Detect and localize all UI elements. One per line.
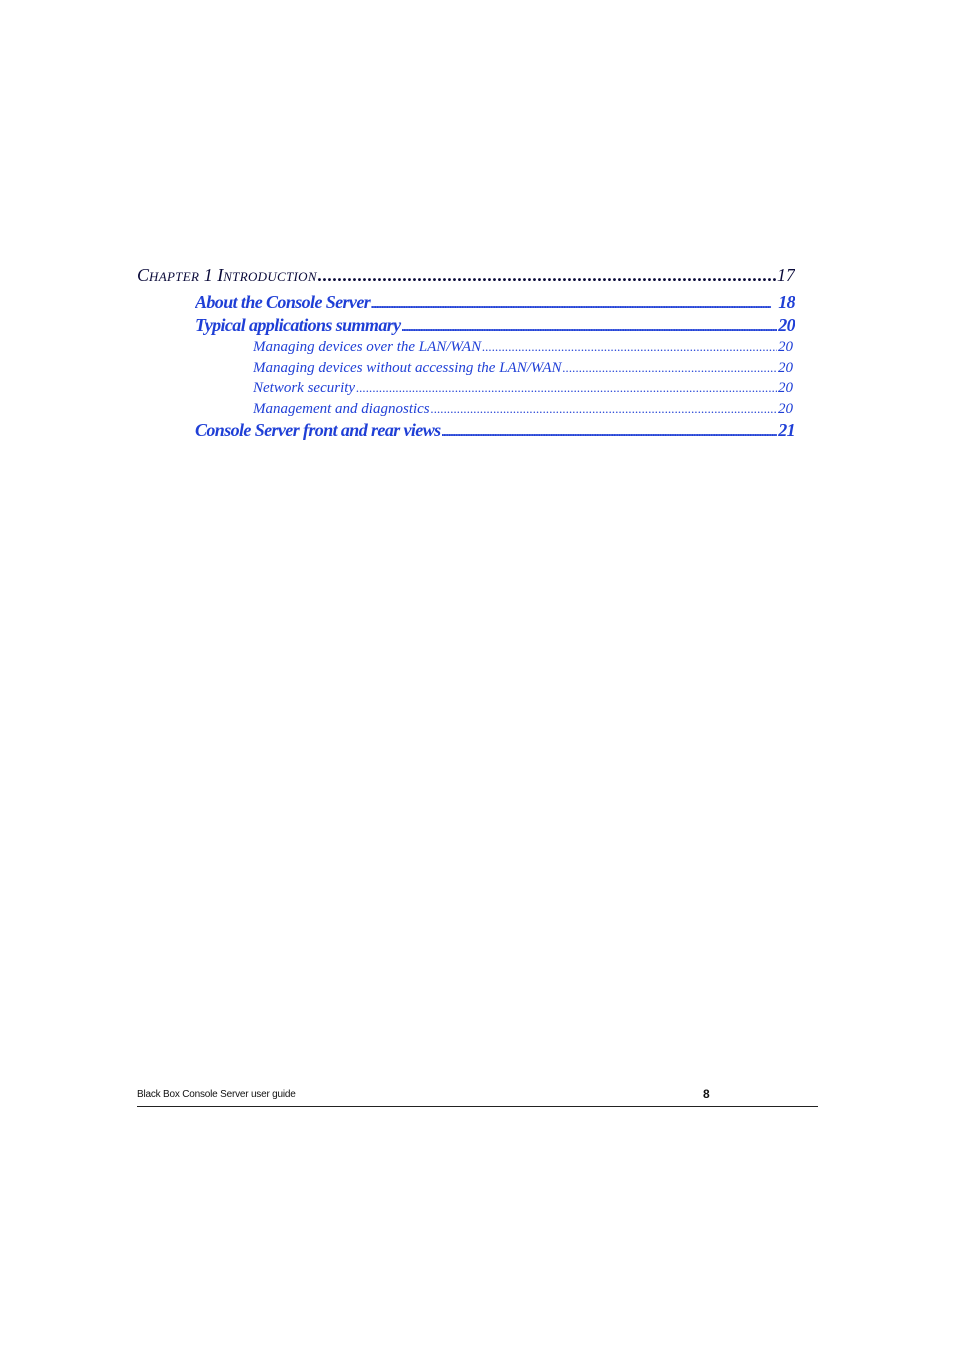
dot-leader (482, 339, 777, 356)
toc-page-number: 20 (778, 360, 793, 376)
toc-entry-label: Typical applications summary (195, 315, 401, 335)
toc-page-number: 20 (778, 315, 795, 335)
toc-entry-label: Console Server front and rear views (195, 420, 441, 440)
toc-entry-management-and-diagnostics[interactable] (253, 401, 793, 421)
toc-entry-label: Network security (253, 380, 356, 396)
toc-chapter-label: CHAPTER 1 INTRODUCTION (137, 265, 317, 285)
footer-divider (137, 1106, 818, 1107)
toc-entry-about-console-server[interactable] (195, 292, 795, 316)
dot-leader (563, 360, 778, 377)
toc-entry-label: Managing devices over the LAN/WAN (253, 339, 482, 355)
toc-entry-managing-devices-without-lan-wan[interactable] (253, 360, 793, 380)
footer-page-number: 8 (703, 1087, 710, 1101)
toc-entry-label: Management and diagnostics (253, 401, 430, 417)
dot-leader (402, 315, 778, 336)
toc-page-number: 17 (777, 265, 795, 285)
toc-page-number: 20 (778, 380, 793, 396)
toc-chapter-1-introduction[interactable] (137, 265, 795, 289)
toc-entry-managing-devices-over-lan-wan[interactable] (253, 339, 793, 359)
dot-leader (356, 380, 777, 397)
toc-page-number: 21 (778, 420, 795, 440)
toc-entry-label: Managing devices without accessing the LAN/WAN (253, 360, 562, 376)
toc-page-number: 18 (778, 292, 795, 312)
dot-leader (318, 265, 776, 286)
toc-page-number: 20 (778, 339, 793, 355)
dot-leader (442, 420, 778, 441)
footer-document-title: Black Box Console Server user guide (137, 1089, 296, 1100)
dot-leader (371, 292, 777, 313)
toc-entry-label: About the Console Server (195, 292, 371, 312)
dot-leader (431, 401, 777, 418)
toc-entry-typical-applications-summary[interactable] (195, 315, 795, 339)
toc-page-number: 20 (778, 401, 793, 417)
toc-entry-network-security[interactable] (253, 380, 793, 400)
toc-entry-console-server-front-rear-views[interactable] (195, 420, 795, 444)
